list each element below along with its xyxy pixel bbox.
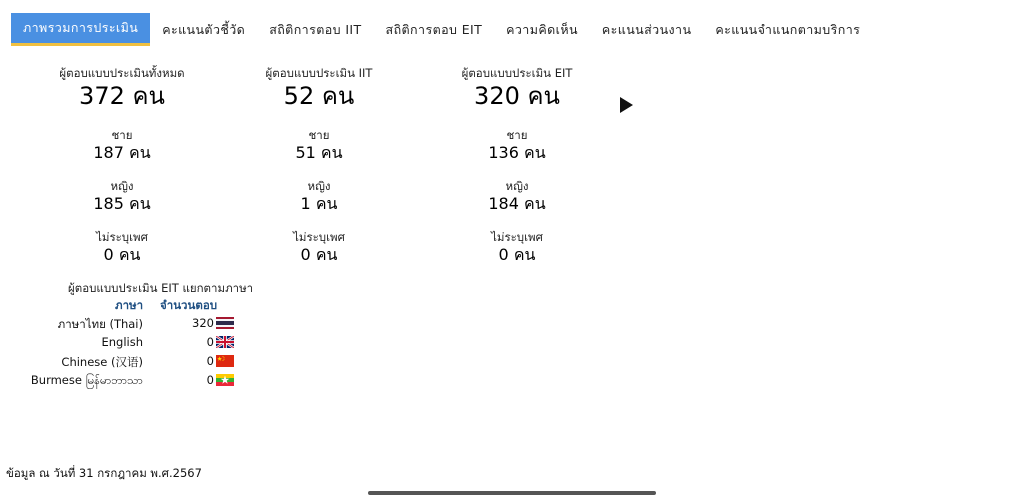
female-value: 1 คน xyxy=(300,194,338,213)
total-respondents-value: 372 คน xyxy=(79,82,165,110)
myanmar-flag-icon xyxy=(216,374,234,386)
language-row-thai xyxy=(10,315,240,333)
china-flag-icon xyxy=(216,355,234,367)
language-name: ภาษาไทย (Thai) xyxy=(57,317,143,331)
language-name: English xyxy=(101,335,143,349)
language-count: 0 xyxy=(206,373,214,387)
tab-bar xyxy=(11,13,872,46)
iit-unspecified-block xyxy=(239,230,399,265)
mouse-cursor-icon xyxy=(619,96,635,114)
male-value: 51 คน xyxy=(295,143,343,162)
thailand-flag-icon xyxy=(216,317,234,329)
eit-respondents-label: ผู้ตอบแบบประเมิน EIT xyxy=(461,66,573,80)
iit-respondents-label: ผู้ตอบแบบประเมิน IIT xyxy=(265,66,373,80)
female-value: 185 คน xyxy=(93,194,151,213)
language-column-header: ภาษา xyxy=(115,298,144,312)
unspecified-value: 0 คน xyxy=(300,245,338,264)
language-row-burmese xyxy=(10,372,240,390)
total-female-block xyxy=(42,179,202,214)
unspecified-label: ไม่ระบุเพศ xyxy=(293,230,345,244)
language-row-english xyxy=(10,334,240,352)
tab-service-scores[interactable]: คะแนนจำแนกตามบริการ xyxy=(715,21,861,37)
iit-respondents-value: 52 คน xyxy=(283,82,355,110)
unspecified-value: 0 คน xyxy=(498,245,536,264)
eit-respondents-block xyxy=(437,66,597,110)
language-count: 320 xyxy=(192,316,214,330)
male-label: ชาย xyxy=(308,128,330,142)
total-unspecified-block xyxy=(42,230,202,265)
female-value: 184 คน xyxy=(488,194,546,213)
eit-unspecified-block xyxy=(437,230,597,265)
female-label: หญิง xyxy=(505,179,529,193)
eit-respondents-value: 320 คน xyxy=(474,82,560,110)
unspecified-value: 0 คน xyxy=(103,245,141,264)
total-male-block xyxy=(42,128,202,163)
iit-female-block xyxy=(239,179,399,214)
language-row-chinese xyxy=(10,353,240,371)
female-label: หญิง xyxy=(110,179,134,193)
home-indicator-bar[interactable] xyxy=(368,491,656,495)
eit-male-block xyxy=(437,128,597,163)
data-date-footer: ข้อมูล ณ วันที่ 31 กรกฎาคม พ.ศ.2567 xyxy=(6,466,202,480)
male-label: ชาย xyxy=(111,128,133,142)
tab-indicator-scores[interactable]: คะแนนตัวชี้วัด xyxy=(162,21,246,37)
tab-eit-stats[interactable]: สถิติการตอบ EIT xyxy=(385,21,483,37)
male-value: 187 คน xyxy=(93,143,151,162)
language-breakdown-title: ผู้ตอบแบบประเมิน EIT แยกตามภาษา xyxy=(68,281,254,295)
total-respondents-block xyxy=(42,66,202,110)
language-count: 0 xyxy=(206,354,214,368)
tab-overview[interactable]: ภาพรวมการประเมิน xyxy=(11,13,150,46)
tab-iit-stats[interactable]: สถิติการตอบ IIT xyxy=(269,21,362,37)
eit-female-block xyxy=(437,179,597,214)
male-label: ชาย xyxy=(506,128,528,142)
uk-flag-icon xyxy=(216,336,234,348)
unspecified-label: ไม่ระบุเพศ xyxy=(96,230,148,244)
unspecified-label: ไม่ระบุเพศ xyxy=(491,230,543,244)
iit-respondents-block xyxy=(239,66,399,110)
male-value: 136 คน xyxy=(488,143,546,162)
female-label: หญิง xyxy=(307,179,331,193)
total-respondents-label: ผู้ตอบแบบประเมินทั้งหมด xyxy=(59,66,185,80)
language-count: 0 xyxy=(206,335,214,349)
tab-comments[interactable]: ความคิดเห็น xyxy=(506,21,578,37)
tab-department-scores[interactable]: คะแนนส่วนงาน xyxy=(601,21,692,37)
language-name: Burmese မြန်မာဘာသာ xyxy=(30,373,143,387)
language-name: Chinese (汉语) xyxy=(61,355,143,369)
iit-male-block xyxy=(239,128,399,163)
count-column-header: จำนวนตอบ xyxy=(160,298,218,312)
